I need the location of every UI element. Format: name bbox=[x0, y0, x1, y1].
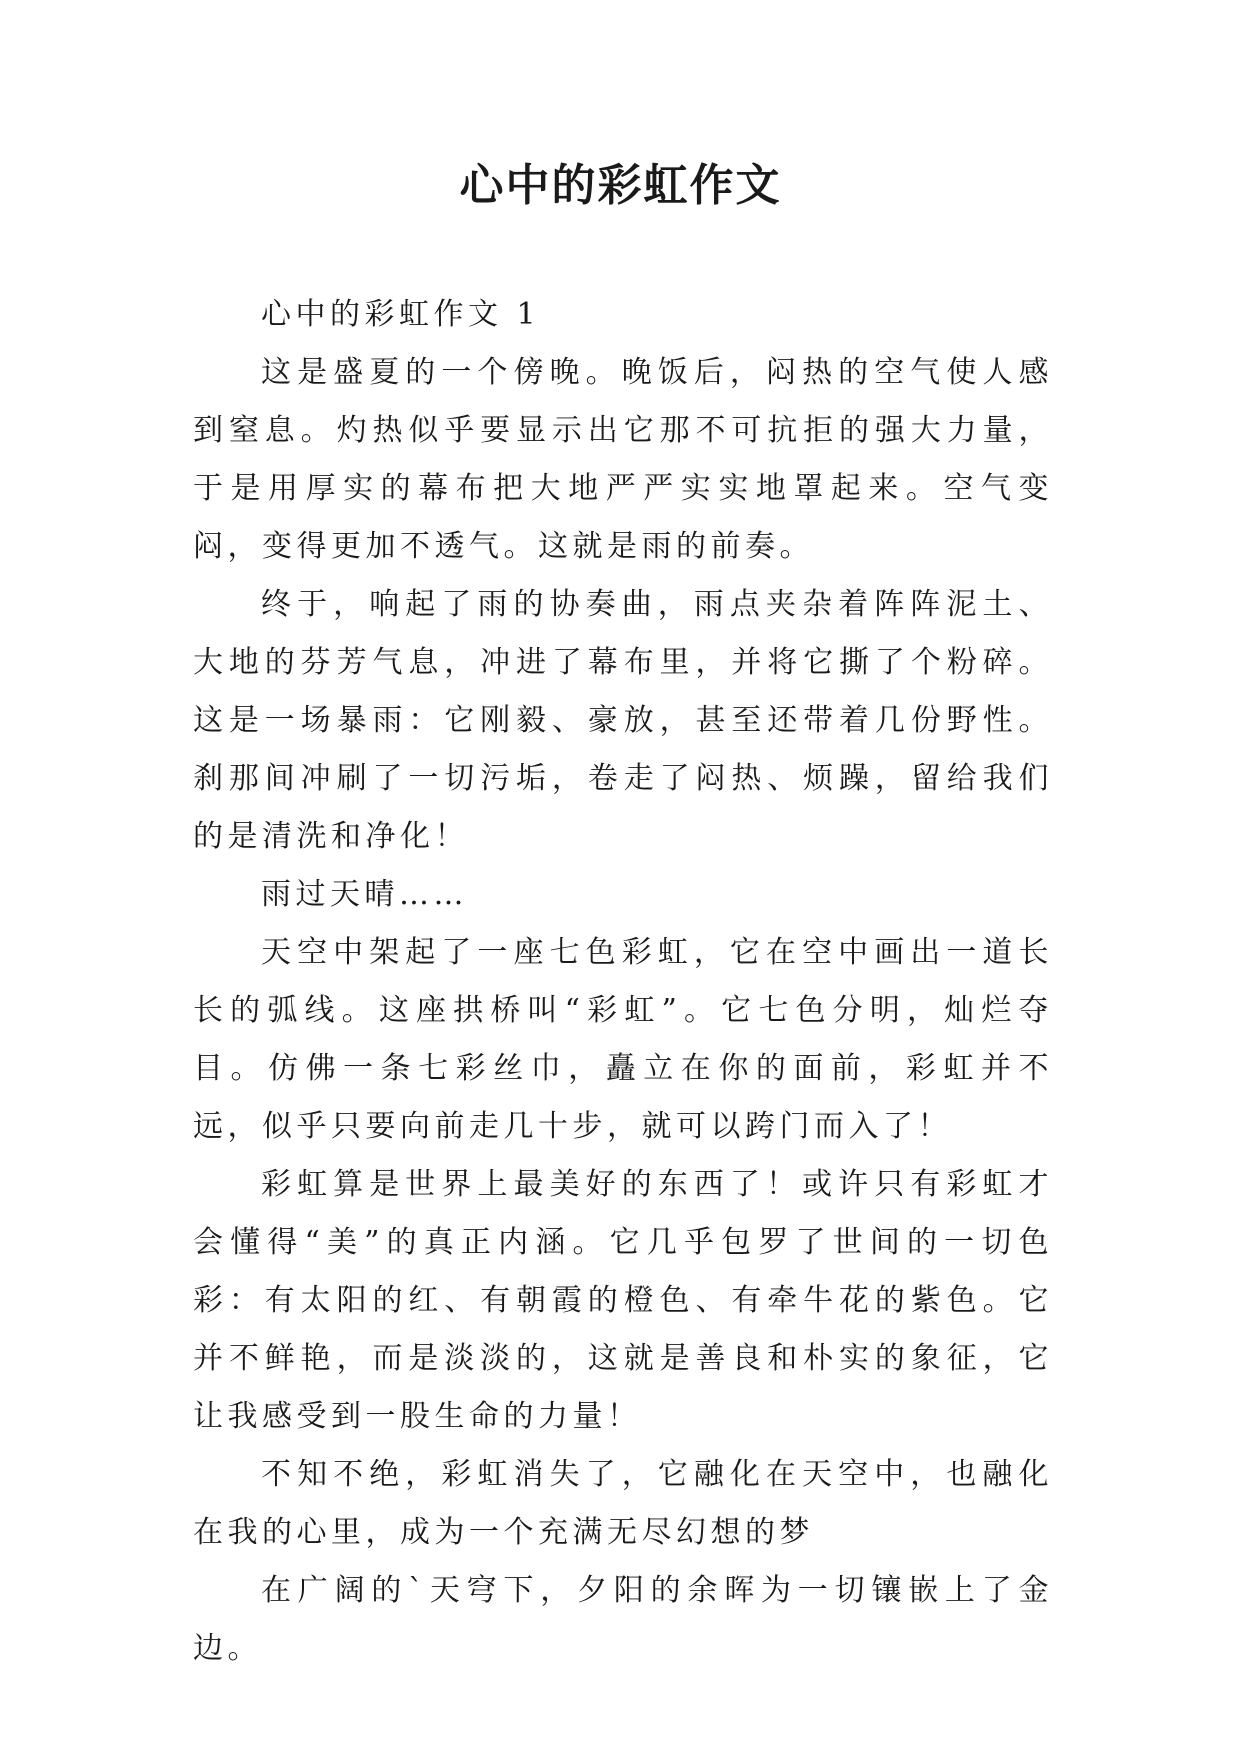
document-title: 心中的彩虹作文 bbox=[459, 160, 782, 211]
paragraph: 这是盛夏的一个傍晚。晚饭后，闷热的空气使人感到窒息。灼热似乎要显示出它那不可抗拒的强大力量，于是用厚实的幕布把大地严严实实地罩起来。空气变闷，变得更加不透气。这就是雨的前奏。 bbox=[193, 355, 1053, 564]
paragraph: 彩虹算是世界上最美好的东西了！或许只有彩虹才会懂得“美”的真正内涵。它几乎包罗了世间的一切色彩：有太阳的红、有朝霞的橙色、有牵牛花的紫色。它并不鲜艳，而是淡淡的，这就是善良和朴实的象征，它让我感受到一股生命的力量！ bbox=[193, 1167, 1053, 1434]
document-body bbox=[193, 286, 1053, 1678]
paragraph: 不知不绝，彩虹消失了，它融化在天空中，也融化在我的心里，成为一个充满无尽幻想的梦 bbox=[193, 1457, 1053, 1550]
paragraph: 天空中架起了一座七色彩虹，它在空中画出一道长长的弧线。这座拱桥叫“彩虹”。它七色分明，灿烂夺目。仿佛一条七彩丝巾，矗立在你的面前，彩虹并不远，似乎只要向前走几十步，就可以跨门而入了！ bbox=[193, 935, 1053, 1144]
section-heading: 心中的彩虹作文 1 bbox=[261, 297, 541, 332]
paragraph: 在广阔的`天穹下，夕阳的余晖为一切镶嵌上了金边。 bbox=[193, 1573, 1053, 1666]
paragraph: 终于，响起了雨的协奏曲，雨点夹杂着阵阵泥土、大地的芬芳气息，冲进了幕布里，并将它撕了个粉碎。这是一场暴雨：它刚毅、豪放，甚至还带着几份野性。刹那间冲刷了一切污垢，卷走了闷热、烦躁，留给我们的是清洗和净化！ bbox=[193, 587, 1053, 854]
paragraph: 雨过天晴…… bbox=[261, 877, 468, 912]
